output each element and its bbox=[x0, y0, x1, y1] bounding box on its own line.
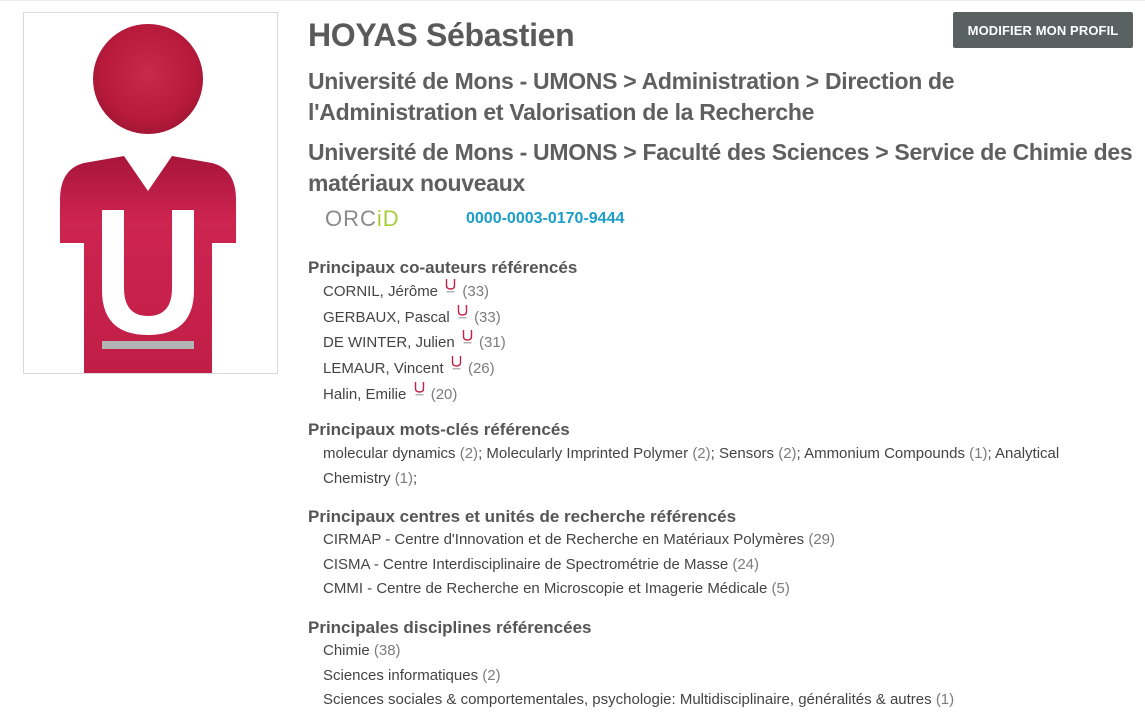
keywords-heading: Principaux mots-clés référencés bbox=[308, 420, 570, 439]
orcid-id-link[interactable]: 0000-0003-0170-9444 bbox=[466, 210, 625, 227]
umons-member-icon bbox=[445, 279, 456, 293]
centre-item bbox=[323, 577, 1128, 602]
umons-member-icon bbox=[457, 305, 468, 319]
keywords-section bbox=[308, 419, 1128, 491]
umons-member-icon bbox=[414, 382, 425, 396]
discipline-item-count: (1) bbox=[935, 691, 955, 709]
centres-heading: Principaux centres et unités de recherche référencés bbox=[308, 507, 737, 526]
umons-member-icon bbox=[462, 330, 473, 344]
keyword-count: (1) bbox=[969, 445, 988, 462]
centre-item bbox=[323, 528, 1128, 553]
centre-item-count: (5) bbox=[771, 580, 790, 598]
discipline-item bbox=[323, 639, 1128, 664]
coauthor-item bbox=[323, 279, 1128, 305]
keyword-link[interactable]: Sensors bbox=[719, 445, 775, 462]
orcid-logo-id: iD bbox=[376, 206, 400, 231]
edit-profile-button[interactable]: MODIFIER MON PROFIL bbox=[953, 12, 1133, 48]
page-title: HOYAS Sébastien bbox=[308, 17, 575, 53]
keyword-link[interactable]: Analytical Chemistry bbox=[323, 445, 1060, 487]
coauthors-section bbox=[308, 257, 1128, 408]
centre-item-link[interactable]: CMMI - Centre de Recherche en Microscopie et Imagerie Médicale bbox=[323, 580, 768, 598]
centre-item-link[interactable]: CIRMAP - Centre d'Innovation et de Recherche en Matériaux Polymères bbox=[323, 531, 805, 548]
discipline-item-link[interactable]: Chimie bbox=[323, 642, 370, 659]
centre-item-count: (29) bbox=[808, 531, 836, 548]
top-divider bbox=[0, 0, 1145, 1]
keyword-count: (1) bbox=[394, 470, 414, 487]
centre-item-count: (24) bbox=[732, 555, 760, 573]
keyword-link[interactable]: Molecularly Imprinted Polymer bbox=[486, 445, 689, 462]
discipline-item-link[interactable]: Sciences informatiques bbox=[323, 666, 479, 684]
coauthor-link[interactable]: DE WINTER, Julien bbox=[323, 334, 455, 352]
disciplines-list bbox=[308, 639, 1128, 713]
keywords-list: molecular dynamics (2); Molecularly Imprinted Polymer (2); Sensors (2); Ammonium Compounds (1); Analytical Chemistry (1); bbox=[323, 445, 1060, 487]
affiliation-2: Université de Mons - UMONS > Faculté des Sciences > Service de Chimie des matériaux nouveaux bbox=[308, 139, 1133, 196]
disciplines-heading: Principales disciplines référencées bbox=[308, 618, 592, 637]
keyword-link[interactable]: molecular dynamics bbox=[323, 445, 456, 462]
keyword-link[interactable]: Ammonium Compounds bbox=[804, 445, 965, 462]
coauthor-link[interactable]: LEMAUR, Vincent bbox=[323, 360, 444, 378]
umons-member-icon bbox=[451, 356, 462, 370]
discipline-item-count: (38) bbox=[373, 642, 401, 659]
discipline-item bbox=[323, 664, 1128, 689]
centre-item-link[interactable]: CISMA - Centre Interdisciplinaire de Spectrométrie de Masse bbox=[323, 555, 729, 573]
disciplines-section bbox=[308, 617, 1128, 713]
coauthor-item bbox=[323, 382, 1128, 408]
centres-list bbox=[308, 528, 1128, 602]
coauthor-link[interactable]: CORNIL, Jérôme bbox=[323, 283, 439, 300]
coauthors-list bbox=[308, 279, 1128, 408]
coauthor-link[interactable]: Halin, Emilie bbox=[323, 385, 407, 403]
coauthor-item bbox=[323, 330, 1128, 356]
umons-user-silhouette-icon bbox=[24, 13, 277, 373]
discipline-item-count: (2) bbox=[482, 666, 501, 684]
coauthor-link[interactable]: GERBAUX, Pascal bbox=[323, 308, 450, 326]
coauthor-count: (33) bbox=[462, 283, 490, 300]
orcid-logo-text: ORC bbox=[325, 206, 377, 231]
discipline-item-link[interactable]: Sciences sociales & comportementales, psychologie: Multidisciplinaire, généralités & autres bbox=[323, 691, 932, 709]
centres-section bbox=[308, 506, 1128, 602]
centre-item bbox=[323, 553, 1128, 578]
orcid-logo bbox=[325, 206, 400, 232]
affiliation-1: Université de Mons - UMONS > Administration > Direction de l'Administration et Valorisation de la Recherche bbox=[308, 68, 955, 125]
coauthor-count: (31) bbox=[479, 334, 506, 352]
coauthor-item bbox=[323, 305, 1128, 331]
keyword-count: (2) bbox=[459, 445, 479, 462]
coauthors-heading: Principaux co-auteurs référencés bbox=[308, 258, 578, 277]
coauthor-item bbox=[323, 356, 1128, 382]
coauthor-count: (20) bbox=[430, 385, 458, 403]
coauthor-count: (33) bbox=[474, 308, 501, 326]
coauthor-count: (26) bbox=[467, 360, 495, 378]
discipline-item bbox=[323, 688, 1128, 713]
keyword-count: (2) bbox=[692, 445, 711, 462]
avatar bbox=[23, 12, 278, 374]
keyword-count: (2) bbox=[778, 445, 797, 462]
